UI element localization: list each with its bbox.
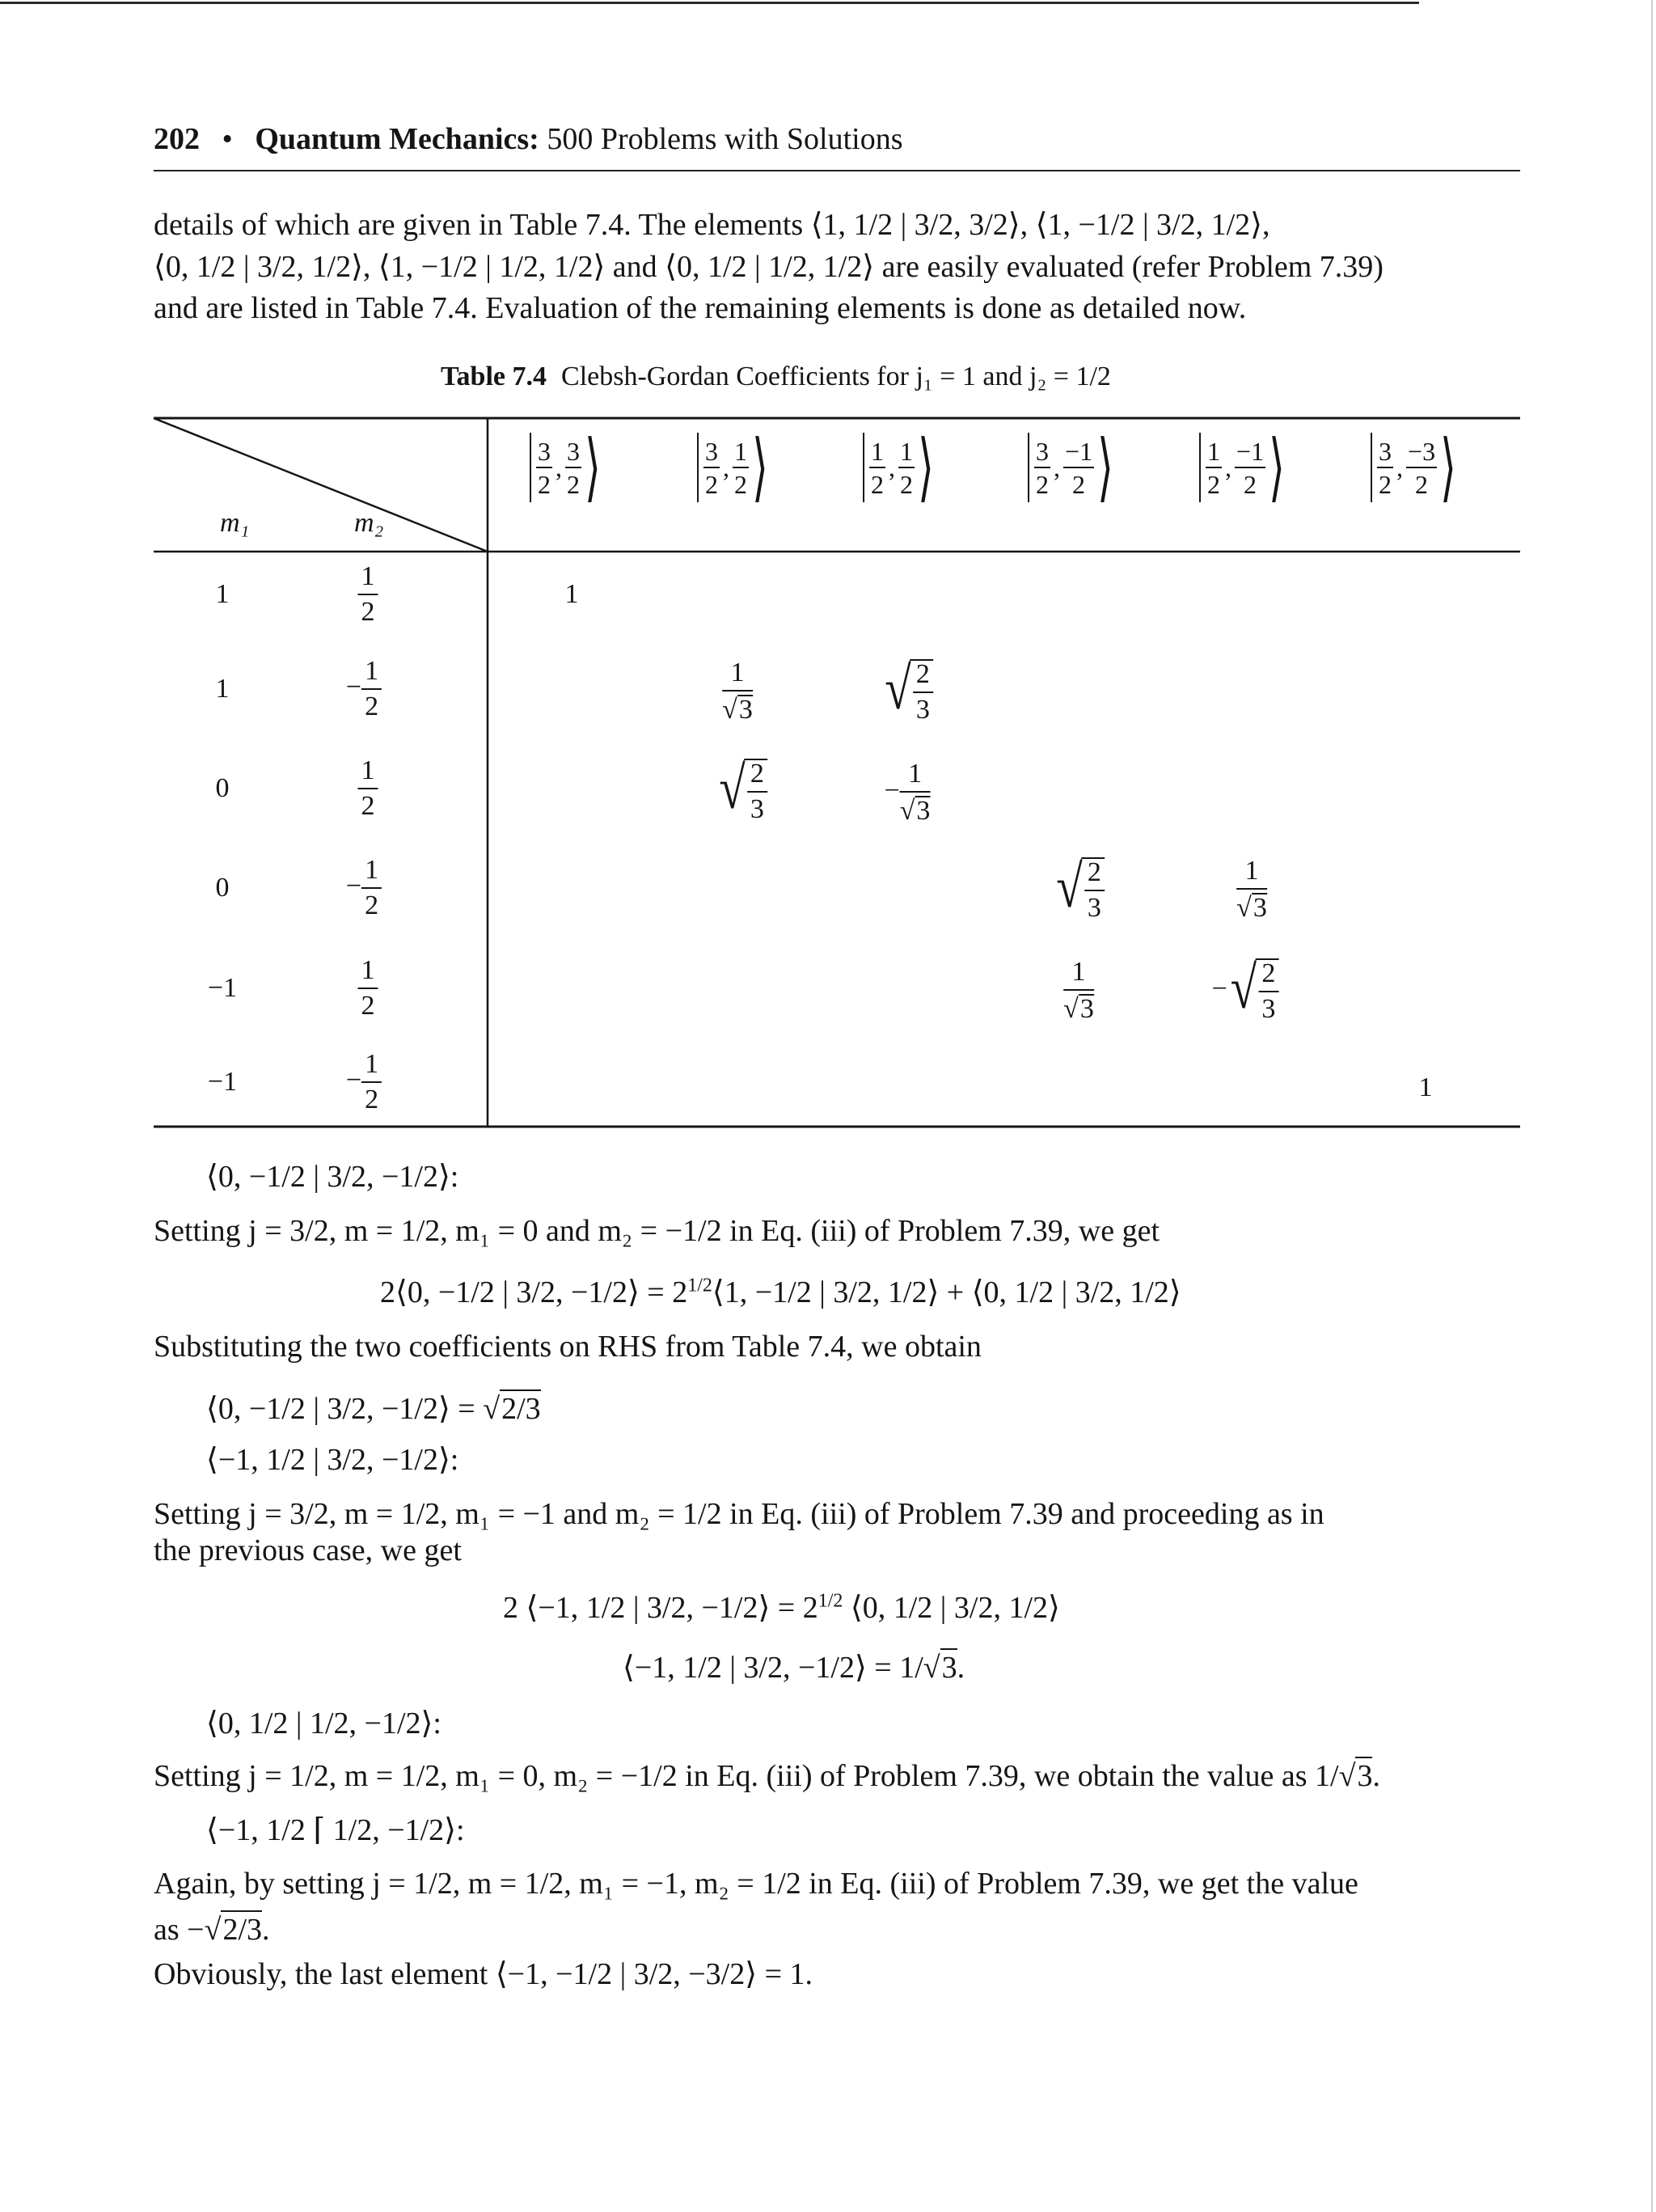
- row-6-m1: −1: [207, 1067, 238, 1097]
- cell-r5-c5: − √ $\frac{2}{3}$: [1212, 958, 1279, 1023]
- cell-r5-c4: $\frac{1}{√3}$: [1063, 957, 1094, 1024]
- book-subtitle: 500 Problems with Solutions: [547, 122, 903, 156]
- ket-header-3: $\frac{1}{2}$ , $\frac{1}{2}$ ⟩: [863, 430, 940, 505]
- ket-header-2: $\frac{3}{2}$ , $\frac{1}{2}$ ⟩: [697, 430, 775, 505]
- cell-r4-c4: √ $\frac{2}{3}$: [1053, 857, 1105, 922]
- cell-r3-c2: √ $\frac{2}{3}$: [716, 759, 767, 823]
- ket-header-6: $\frac{3}{2}$ , $\frac{-3}{2}$ ⟩: [1371, 430, 1463, 505]
- table-corner-diagonal: [154, 418, 488, 552]
- row-4-m2: − $\frac{1}{2}$: [346, 856, 382, 920]
- row-2-m1: 1: [215, 674, 230, 704]
- cell-r1-c1: 1: [564, 579, 579, 609]
- cell-r4-c5: $\frac{1}{√3}$: [1236, 856, 1267, 923]
- cell-r2-c2: $\frac{1}{√3}$: [722, 658, 753, 725]
- book-title: Quantum Mechanics:: [255, 122, 539, 156]
- sec4-heading: ⟨−1, 1/2 ⌈ 1/2, −1/2⟩:: [206, 1813, 465, 1847]
- row-3-m1: 0: [215, 773, 230, 803]
- sec2-equation-1: 2 ⟨−1, 1/2 | 3/2, −1/2⟩ = $2^{1/2}$ ⟨0, 1/2 | 3/2, 1/2⟩: [503, 1590, 1060, 1625]
- row-5-m2: $\frac{1}{2}$: [358, 957, 378, 1020]
- cell-r2-c3: √ $\frac{2}{3}$: [881, 659, 933, 724]
- sec3-heading: ⟨0, 1/2 | 1/2, −1/2⟩:: [206, 1707, 441, 1740]
- cell-r6-c6: 1: [1418, 1072, 1433, 1102]
- sec1-result: ⟨0, −1/2 | 3/2, −1/2⟩ = √2/3: [206, 1389, 541, 1427]
- sec4-line-1: Again, by setting j = 1/2, m = 1/2, m₁ = −1, m₂ = 1/2 in Eq. (iii) of Problem 7.39, we get the value: [154, 1867, 1358, 1901]
- ket-header-1: $\frac{3}{2}$ , $\frac{3}{2}$ ⟩: [530, 430, 607, 505]
- sec2-line-1: Setting j = 3/2, m = 1/2, m₁ = −1 and m₂ = 1/2 in Eq. (iii) of Problem 7.39 and proceeding as in: [154, 1497, 1324, 1531]
- table-label: Table 7.4: [441, 362, 547, 391]
- sec1-equation: 2⟨0, −1/2 | 3/2, −1/2⟩ = $2^{1/2}⟨1$, −1/2 | 3/2, 1/2⟩ + ⟨0, 1/2 | 3/2, 1/2⟩: [380, 1275, 1181, 1309]
- intro-line-1: details of which are given in Table 7.4. The elements ⟨1, 1/2 | 3/2, 3/2⟩, ⟨1, −1/2 | 3/2, 1/2⟩,: [154, 208, 1270, 242]
- ket-header-5: $\frac{1}{2}$ , $\frac{-1}{2}$ ⟩: [1199, 430, 1291, 505]
- row-5-m1: −1: [207, 973, 238, 1003]
- row-1-m2: $\frac{1}{2}$: [358, 563, 378, 626]
- intro-line-2: ⟨0, 1/2 | 3/2, 1/2⟩, ⟨1, −1/2 | 1/2, 1/2⟩ and ⟨0, 1/2 | 1/2, 1/2⟩ are easily evaluated (refer Problem 7.39): [154, 250, 1384, 284]
- page-number: 202: [154, 122, 200, 156]
- sec2-heading: ⟨−1, 1/2 | 3/2, −1/2⟩:: [206, 1443, 459, 1477]
- sec4-line-2: as −√2/3.: [154, 1910, 270, 1948]
- closing-line: Obviously, the last element ⟨−1, −1/2 | 3/2, −3/2⟩ = 1.: [154, 1957, 813, 1991]
- sec1-line-1: Setting j = 3/2, m = 1/2, m₁ = 0 and m₂ = −1/2 in Eq. (iii) of Problem 7.39, we get: [154, 1214, 1160, 1248]
- intro-line-3: and are listed in Table 7.4. Evaluation of the remaining elements is done as detailed now.: [154, 291, 1247, 325]
- row-3-m2: $\frac{1}{2}$: [358, 757, 378, 820]
- corner-m2-label: m₂: [354, 508, 384, 538]
- row-1-m1: 1: [215, 579, 230, 609]
- row-6-m2: − $\frac{1}{2}$: [346, 1051, 382, 1114]
- table-caption-text: Clebsh-Gordan Coefficients for j₁ = 1 and j₂ = 1/2: [561, 362, 1111, 391]
- sec1-heading: ⟨0, −1/2 | 3/2, −1/2⟩:: [206, 1160, 459, 1194]
- header-bullet: •: [222, 122, 233, 156]
- corner-m1-label: m₁: [220, 508, 250, 538]
- sec3-line-1: Setting j = 1/2, m = 1/2, m₁ = 0, m₂ = −1/2 in Eq. (iii) of Problem 7.39, we obtain the value as 1/√3.: [154, 1757, 1380, 1794]
- sec2-line-2: the previous case, we get: [154, 1533, 462, 1567]
- sec1-line-2: Substituting the two coefficients on RHS from Table 7.4, we obtain: [154, 1330, 982, 1364]
- row-4-m1: 0: [215, 873, 230, 903]
- cell-r3-c3: − $\frac{1}{√3}$: [884, 759, 931, 826]
- sec2-equation-2: ⟨−1, 1/2 | 3/2, −1/2⟩ = 1/√3.: [623, 1648, 965, 1685]
- ket-header-4: $\frac{3}{2}$ , $\frac{-1}{2}$ ⟩: [1028, 430, 1120, 505]
- row-2-m2: − $\frac{1}{2}$: [346, 658, 382, 721]
